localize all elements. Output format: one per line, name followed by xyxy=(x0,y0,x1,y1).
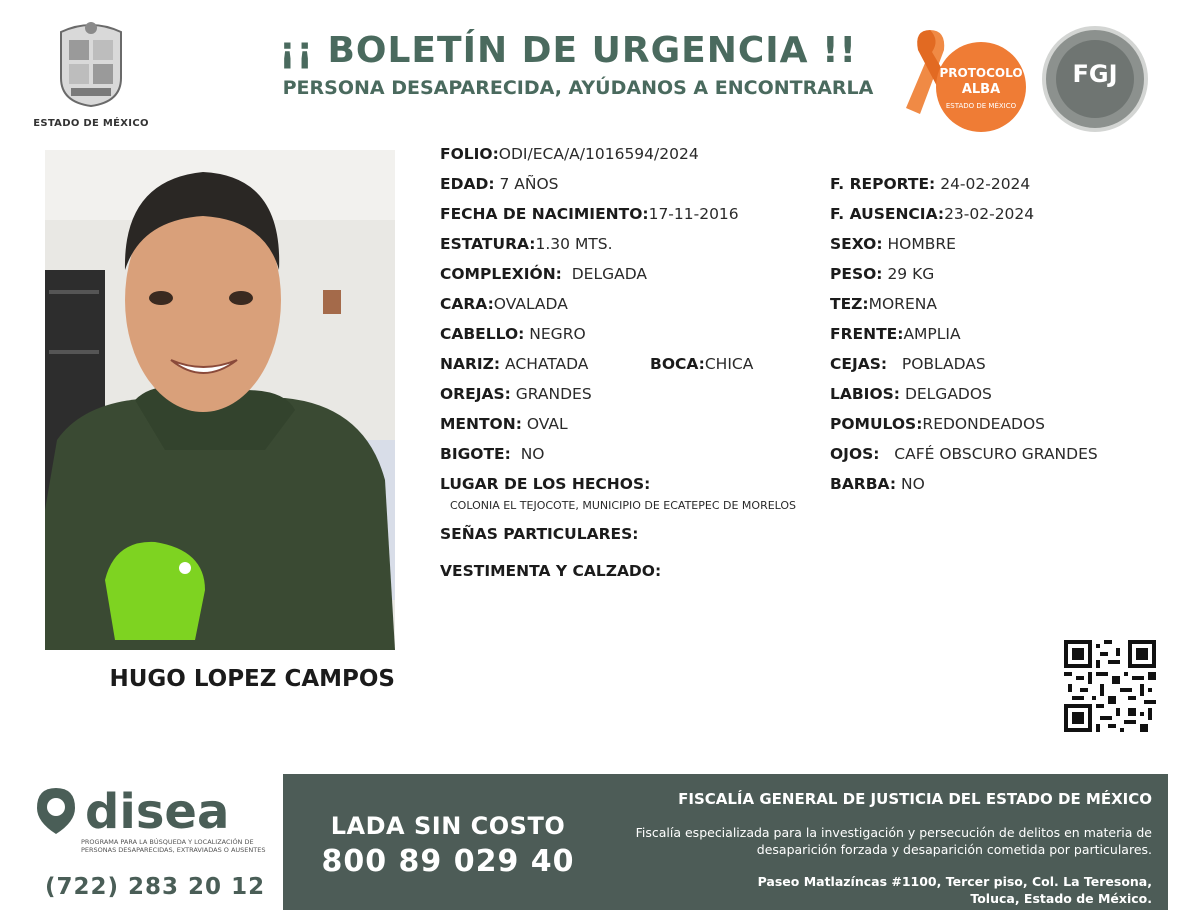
boca-value: CHICA xyxy=(704,355,754,373)
cara-value: OVALADA xyxy=(493,295,568,313)
bigote-label: BIGOTE: xyxy=(440,445,511,463)
lugar-label: LUGAR DE LOS HECHOS: xyxy=(440,475,651,493)
nariz-value: ACHATADA xyxy=(505,355,589,373)
frente-label: FRENTE: xyxy=(830,325,904,343)
map-pin-icon xyxy=(35,786,77,836)
ausencia-label: F. AUSENCIA: xyxy=(830,205,945,223)
odisea-logo xyxy=(35,786,280,854)
peso-value: 29 KG xyxy=(887,265,935,283)
lada-label: LADA SIN COSTO xyxy=(330,812,566,840)
field-estatura xyxy=(440,235,613,253)
field-ausencia xyxy=(830,205,1034,223)
coat-of-arms-icon xyxy=(51,18,131,108)
field-reporte xyxy=(830,175,1030,193)
fgj-address-line2: Toluca, Estado de México. xyxy=(970,890,1152,906)
folio-label: FOLIO: xyxy=(440,145,499,163)
fgj-seal-logo xyxy=(1042,26,1148,132)
alba-line3: ESTADO DE MÉXICO xyxy=(945,102,1017,110)
pomulos-value: REDONDEADOS xyxy=(922,415,1046,433)
field-menton xyxy=(440,415,568,433)
field-cejas xyxy=(830,355,986,373)
field-folio xyxy=(440,145,699,163)
frente-value: AMPLIA xyxy=(903,325,961,343)
ojos-value: CAFÉ OBSCURO GRANDES xyxy=(894,445,1098,463)
field-boca xyxy=(650,355,753,373)
field-complexion xyxy=(440,265,647,283)
cejas-label: CEJAS: xyxy=(830,355,888,373)
tez-value: MORENA xyxy=(868,295,937,313)
bulletin-title: ¡¡ BOLETÍN DE URGENCIA !! xyxy=(279,30,857,71)
barba-label: BARBA: xyxy=(830,475,897,493)
field-cabello xyxy=(440,325,586,343)
estado-de-mexico-logo xyxy=(30,18,152,129)
field-lugar xyxy=(440,475,650,493)
peso-label: PESO: xyxy=(830,265,883,283)
field-sexo xyxy=(830,235,956,253)
field-senas xyxy=(440,525,639,543)
protocolo-alba-logo xyxy=(900,22,1030,134)
menton-value: OVAL xyxy=(526,415,568,433)
alba-line2: ALBA xyxy=(961,82,1001,97)
complexion-label: COMPLEXIÓN: xyxy=(440,265,562,283)
field-tez xyxy=(830,295,937,313)
labios-value: DELGADOS xyxy=(904,385,992,403)
field-nariz xyxy=(440,355,588,373)
estatura-value: 1.30 MTS. xyxy=(535,235,613,253)
orejas-label: OREJAS: xyxy=(440,385,511,403)
cabello-value: NEGRO xyxy=(529,325,586,343)
fgj-description: Fiscalía especializada para la investigación y persecución de delitos en materia de desaparición forzada y desaparición cometida por particulares. xyxy=(635,825,1152,857)
field-vestimenta xyxy=(440,562,661,580)
senas-label: SEÑAS PARTICULARES: xyxy=(440,525,639,543)
odisea-phone: (722) 283 20 12 xyxy=(45,874,266,900)
missing-person-photo xyxy=(45,150,395,650)
orejas-value: GRANDES xyxy=(515,385,592,403)
bigote-value: NO xyxy=(520,445,545,463)
tez-label: TEZ: xyxy=(830,295,869,313)
fgj-address-line1: Paseo Matlazíncas #1100, Tercer piso, Col. La Teresona, xyxy=(757,874,1152,889)
person-photo-image xyxy=(45,150,395,650)
state-label: ESTADO DE MÉXICO xyxy=(33,118,149,129)
fgj-institution-name: FISCALÍA GENERAL DE JUSTICIA DEL ESTADO DE MÉXICO xyxy=(678,790,1152,808)
reporte-label: F. REPORTE: xyxy=(830,175,936,193)
nariz-label: NARIZ: xyxy=(440,355,501,373)
lada-phone-number: 800 89 029 40 xyxy=(321,844,575,879)
cejas-value: POBLADAS xyxy=(901,355,986,373)
field-nacimiento xyxy=(440,205,739,223)
qr-code[interactable] xyxy=(1064,640,1156,732)
field-cara xyxy=(440,295,568,313)
cabello-label: CABELLO: xyxy=(440,325,525,343)
field-edad xyxy=(440,175,558,193)
edad-value: 7 AÑOS xyxy=(499,175,559,193)
odisea-description: PROGRAMA PARA LA BÚSQUEDA Y LOCALIZACIÓN DE PERSONAS DESAPARECIDAS, EXTRAVIADAS O AUSENTES xyxy=(81,838,266,855)
field-peso xyxy=(830,265,934,283)
estatura-label: ESTATURA: xyxy=(440,235,536,253)
ausencia-value: 23-02-2024 xyxy=(944,205,1035,223)
cara-label: CARA: xyxy=(440,295,494,313)
fgj-seal-text: FGJ xyxy=(1072,60,1118,88)
boca-label: BOCA: xyxy=(650,355,705,373)
sexo-label: SEXO: xyxy=(830,235,883,253)
lugar-value: COLONIA EL TEJOCOTE, MUNICIPIO DE ECATEPEC DE MORELOS xyxy=(450,499,797,512)
field-pomulos xyxy=(830,415,1045,433)
alba-line1: PROTOCOLO xyxy=(939,66,1023,80)
bulletin-subtitle: PERSONA DESAPARECIDA, AYÚDANOS A ENCONTRARLA xyxy=(282,77,874,99)
labios-label: LABIOS: xyxy=(830,385,900,403)
pomulos-label: POMULOS: xyxy=(830,415,923,433)
barba-value: NO xyxy=(900,475,925,493)
menton-label: MENTON: xyxy=(440,415,522,433)
sexo-value: HOMBRE xyxy=(887,235,956,253)
ojos-label: OJOS: xyxy=(830,445,880,463)
field-ojos xyxy=(830,445,1098,463)
field-frente xyxy=(830,325,961,343)
nacimiento-label: FECHA DE NACIMIENTO: xyxy=(440,205,649,223)
field-bigote xyxy=(440,445,545,463)
nacimiento-value: 17-11-2016 xyxy=(648,205,739,223)
complexion-value: DELGADA xyxy=(571,265,647,283)
vestimenta-label: VESTIMENTA Y CALZADO: xyxy=(440,562,662,580)
field-barba xyxy=(830,475,925,493)
edad-label: EDAD: xyxy=(440,175,495,193)
fgj-address xyxy=(652,874,1152,908)
field-labios xyxy=(830,385,992,403)
field-orejas xyxy=(440,385,592,403)
reporte-value: 24-02-2024 xyxy=(940,175,1031,193)
folio-value: ODI/ECA/A/1016594/2024 xyxy=(498,145,699,163)
qr-code-icon xyxy=(1064,640,1156,732)
person-name: HUGO LOPEZ CAMPOS xyxy=(109,666,395,692)
odisea-brand: disea xyxy=(85,784,230,840)
